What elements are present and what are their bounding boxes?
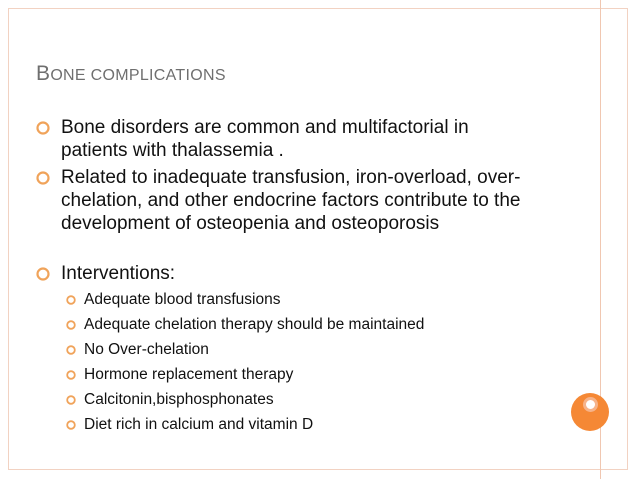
sub-bullet-item	[66, 340, 536, 360]
bullet-item	[36, 116, 526, 162]
sub-bullet-text: Adequate chelation therapy should be maintained	[84, 316, 425, 333]
bullet-text: Interventions:	[61, 263, 176, 284]
sub-bullet-marker-icon	[66, 320, 76, 330]
bullet-marker-icon	[36, 121, 50, 135]
title-rest: ONE COMPLICATIONS	[50, 67, 226, 84]
sub-bullet-text: Calcitonin,bisphosphonates	[84, 391, 274, 408]
bullet-marker-icon	[36, 171, 50, 185]
sub-bullet-marker-icon	[66, 420, 76, 430]
sub-bullet-text: No Over-chelation	[84, 341, 209, 358]
sub-bullet-item	[66, 390, 536, 410]
sub-bullet-item	[66, 365, 536, 385]
bullet-item	[36, 166, 526, 235]
sub-bullet-marker-icon	[66, 395, 76, 405]
sub-bullet-text: Diet rich in calcium and vitamin D	[84, 416, 314, 433]
sub-bullet-text: Hormone replacement therapy	[84, 366, 294, 383]
bullet-item	[36, 262, 526, 285]
sub-bullet-marker-icon	[66, 370, 76, 380]
sub-bullet-item	[66, 315, 536, 335]
title-initial: B	[36, 62, 51, 85]
decorative-ring-circle	[583, 397, 598, 412]
sub-bullet-text: Adequate blood transfusions	[84, 291, 281, 308]
sub-bullet-marker-icon	[66, 345, 76, 355]
sub-bullet-item	[66, 290, 536, 310]
slide-title	[36, 62, 226, 86]
bullet-marker-icon	[36, 267, 50, 281]
bullet-text: Related to inadequate transfusion, iron-overload, over-chelation, and other endocrine factors contribute to the development of osteopenia and osteoporosis	[61, 167, 521, 234]
sub-bullet-item	[66, 415, 536, 435]
sub-bullet-marker-icon	[66, 295, 76, 305]
bullet-text: Bone disorders are common and multifactorial in patients with thalassemia .	[61, 117, 469, 161]
